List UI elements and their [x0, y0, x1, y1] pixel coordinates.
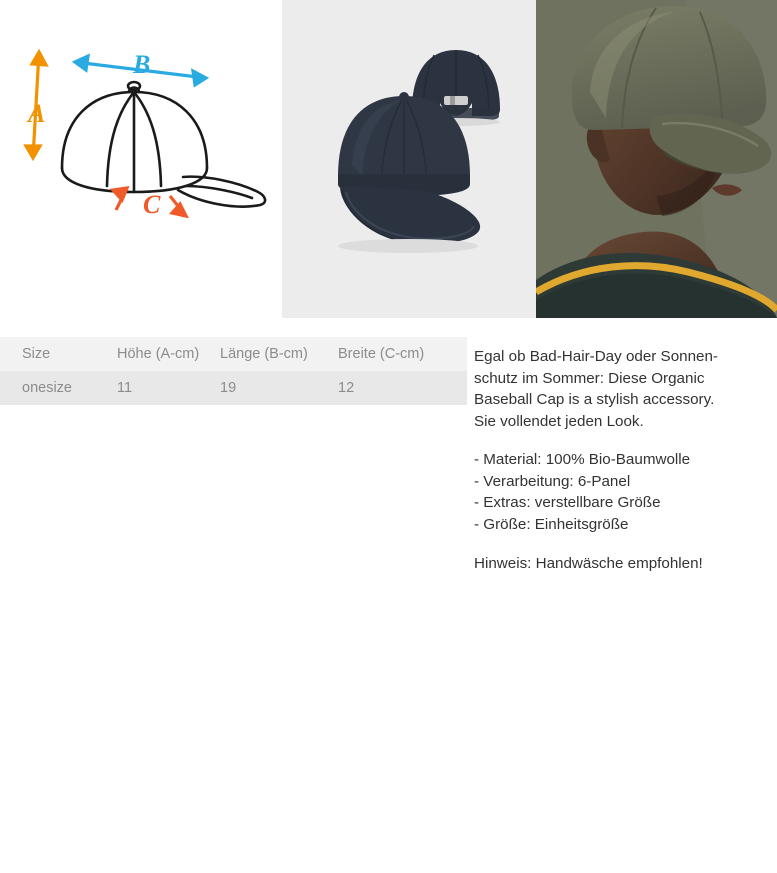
cell-length: 19 [220, 380, 237, 396]
size-table-head [0, 337, 467, 371]
cell-size: onesize [22, 380, 72, 396]
table-row [0, 371, 467, 405]
description-intro-line-1: Egal ob Bad-Hair-Day oder Sonnen- [474, 348, 718, 365]
description-intro-line-2: schutz im Sommer: Diese Organic [474, 369, 705, 387]
size-table [0, 337, 467, 405]
column-header-length: Länge (B-cm) [220, 346, 308, 362]
bullet-extras: - Extras: verstellbare Größe [474, 494, 661, 512]
column-header-width: Breite (C-cm) [338, 346, 425, 362]
cell-height: 11 [117, 380, 133, 396]
size-table-body [0, 371, 467, 405]
description-intro-line-3: Baseball Cap is a stylish accessory. [474, 391, 715, 409]
column-header-size: Size [22, 346, 51, 362]
description-intro-line-4: Sie vollendet jeden Look. [474, 412, 644, 430]
bullet-processing: - Verarbeitung: 6-Panel [474, 472, 631, 490]
cap-measurement-diagram [0, 0, 277, 318]
description-intro [474, 346, 764, 432]
column-header-height: Höhe (A-cm) [117, 346, 200, 362]
product-description [474, 346, 764, 574]
diagram-label-a: A [28, 99, 46, 128]
bullet-material: - Material: 100% Bio-Baumwolle [474, 451, 691, 469]
diagram-label-c: C [143, 190, 161, 219]
diagram-label-b: B [133, 50, 151, 79]
product-photo-navy-cap [282, 0, 536, 318]
description-spacer-2 [474, 536, 764, 553]
table-header-row [0, 337, 467, 371]
model-photo-olive-cap [536, 0, 777, 318]
product-image-strip [0, 0, 777, 318]
description-bullets [474, 449, 764, 535]
cell-width: 12 [338, 380, 355, 396]
bullet-size: - Größe: Einheitsgröße [474, 516, 629, 534]
description-note: Hinweis: Handwäsche empfohlen! [474, 554, 703, 572]
description-spacer-1 [474, 432, 764, 449]
